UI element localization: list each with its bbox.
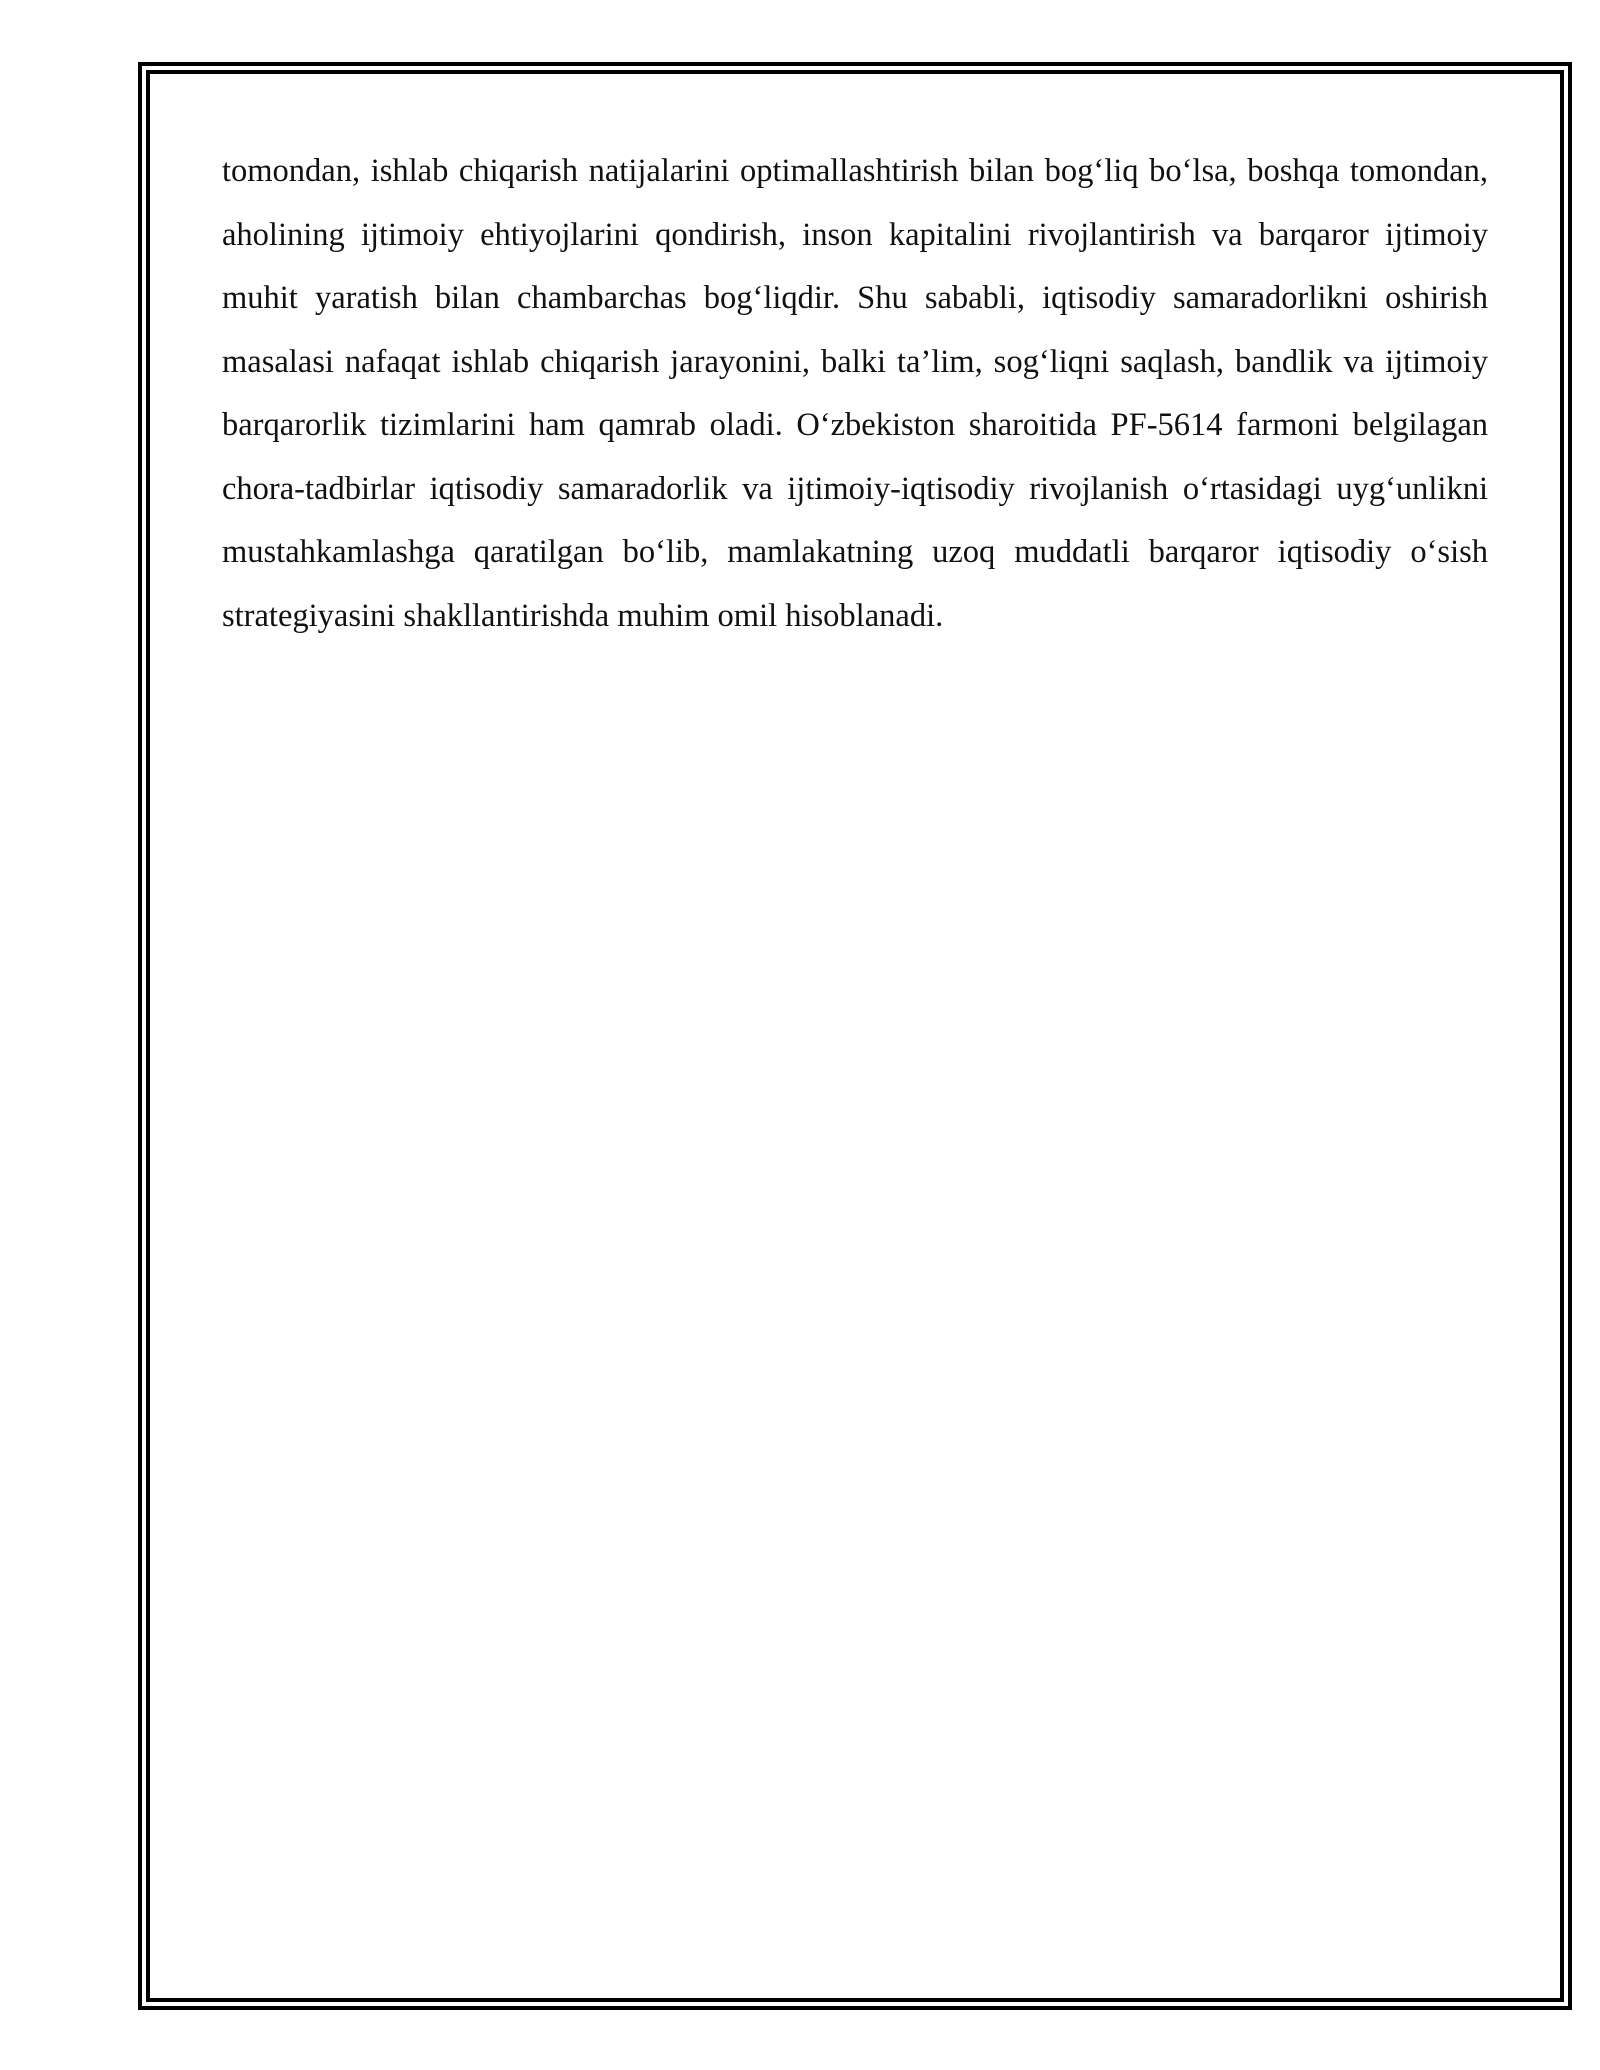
- body-paragraph: tomondan, ishlab chiqarish natijalarini optimallashtirish bilan bog‘liq bo‘lsa, boshqa tomondan, aholining ijtimoiy ehtiyojlarini qondirish, inson kapitalini rivojlantirish va barqaror ijtimoiy muhit yaratish bilan chambarchas bog‘liqdir. Shu sababli, iqtisodiy samaradorlikni oshirish masalasi nafaqat ishlab chiqarish jarayonini, balki ta’lim, sog‘liqni saqlash, bandlik va ijtimoiy barqarorlik tizimlarini ham qamrab oladi. O‘zbekiston sharoitida PF-5614 farmoni belgilagan chora-tadbirlar iqtisodiy samaradorlik va ijtimoiy-iqtisodiy rivojlanish o‘rtasidagi uyg‘unlikni mustahkamlashga qaratilgan bo‘lib, mamlakatning uzoq muddatli barqaror iqtisodiy o‘sish strategiyasini shakllantirishda muhim omil hisoblanadi.: [222, 153, 1488, 634]
